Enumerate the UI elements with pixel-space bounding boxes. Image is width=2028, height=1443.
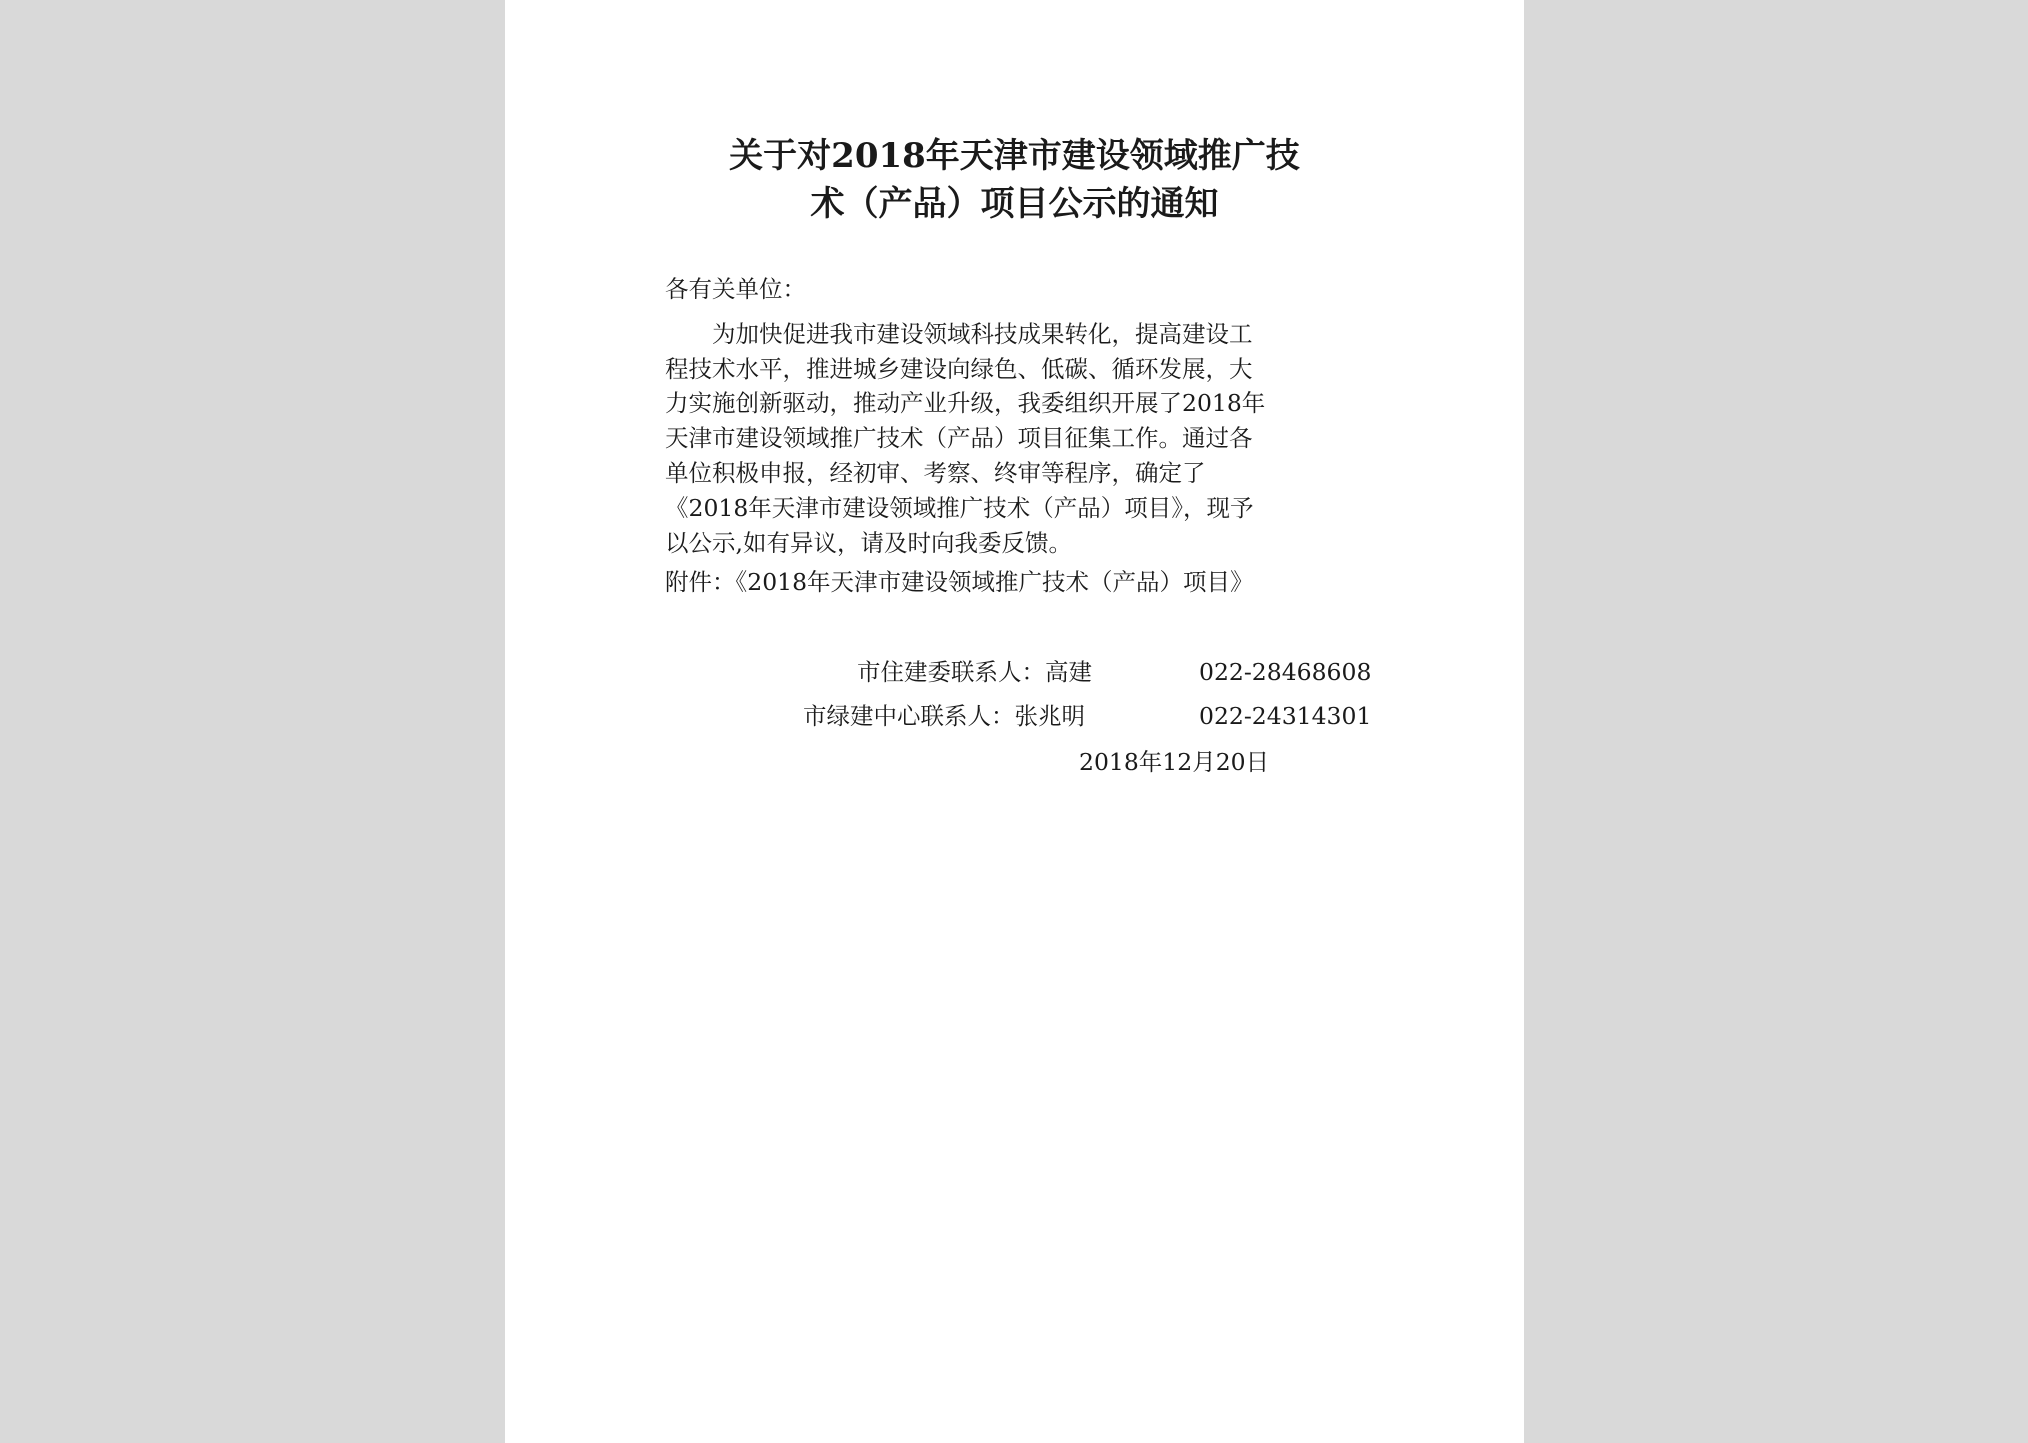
paragraph-line-2: 程技术水平，推进城乡建设向绿色、低碳、循环发展，大 bbox=[665, 355, 1253, 383]
contact-row bbox=[857, 655, 1372, 689]
attachment-line: 附件：《2018年天津市建设领域推广技术（产品）项目》 bbox=[665, 568, 1254, 596]
issue-date: 2018年12月20日 bbox=[1079, 748, 1270, 776]
contact-phone: 022-24314301 bbox=[1199, 702, 1372, 730]
paragraph-line-3: 力实施创新驱动，推动产业升级，我委组织开展了2018年 bbox=[665, 389, 1266, 417]
notice-title-line2: 术（产品）项目公示的通知 bbox=[810, 184, 1219, 224]
paragraph-line-1: 为加快促进我市建设领域科技成果转化，提高建设工 bbox=[712, 320, 1253, 348]
paragraph-line-4: 天津市建设领域推广技术（产品）项目征集工作。通过各 bbox=[665, 424, 1253, 452]
document-page bbox=[505, 0, 1524, 1443]
salutation: 各有关单位： bbox=[665, 275, 806, 303]
contact-name: 市绿建中心联系人：张兆明 bbox=[803, 702, 1085, 730]
contact-phone: 022-28468608 bbox=[1199, 658, 1372, 686]
paragraph-line-7: 以公示,如有异议，请及时向我委反馈。 bbox=[665, 529, 1072, 557]
contact-row bbox=[803, 699, 1372, 733]
notice-title-line1: 关于对2018年天津市建设领域推广技 bbox=[729, 136, 1300, 176]
paragraph-line-6: 《2018年天津市建设领域推广技术（产品）项目》，现予 bbox=[665, 494, 1254, 522]
contact-name: 市住建委联系人：高建 bbox=[857, 658, 1092, 686]
paragraph-line-5: 单位积极申报，经初审、考察、终审等程序，确定了 bbox=[665, 459, 1206, 487]
